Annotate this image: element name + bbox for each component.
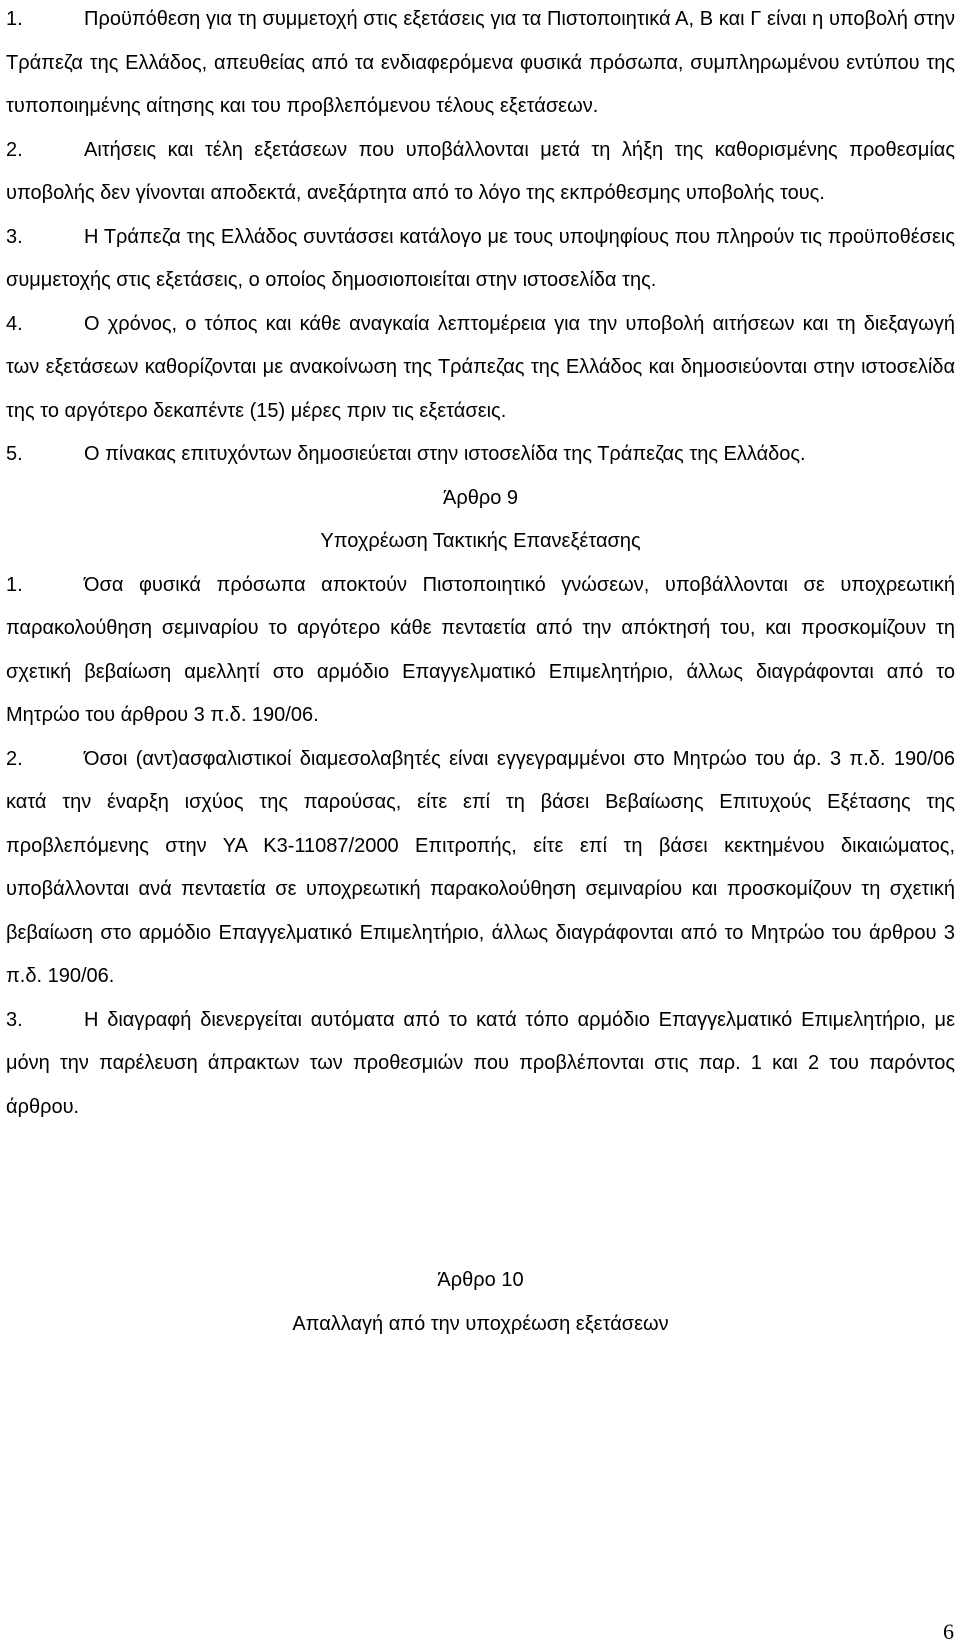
paragraph-text: Όσα φυσικά πρόσωπα αποκτούν Πιστοποιητικό γνώσεων, υποβάλλονται σε υποχρεωτική παρακολούθηση σεμιναρίου το αργότερο κάθε πενταετία από την απόκτησή του, και προσκομίζουν τη σχετική βεβαίωση αμελλητί στο αρμόδιο Επαγγελματικό Επιμελητήριο, άλλως διαγράφονται από το Μητρώο του άρθρου 3 π.δ. 190/06.: [6, 573, 955, 726]
article-9-paragraph-1: [6, 564, 955, 738]
paragraph-number: 5.: [6, 443, 23, 465]
paragraph-number: 2.: [6, 138, 23, 161]
paragraph-text: Η Τράπεζα της Ελλάδος συντάσσει κατάλογο με τους υποψηφίους που πληρούν τις προϋποθέσεις συμμετοχής στις εξετάσεις, ο οποίος δημοσιοποιείται στην ιστοσελίδα της.: [6, 225, 955, 291]
paragraph-number: 2.: [6, 747, 23, 770]
paragraph-number: 1.: [6, 8, 23, 30]
paragraph-number: 3.: [6, 225, 23, 248]
article-9-subtitle: Υποχρέωση Τακτικής Επανεξέτασης: [320, 530, 641, 552]
paragraph-4: [6, 303, 955, 434]
paragraph-text: Ο πίνακας επιτυχόντων δημοσιεύεται στην ιστοσελίδα της Τράπεζας της Ελλάδος.: [84, 443, 806, 465]
paragraph-2: [6, 129, 955, 216]
section-spacer: [6, 1129, 955, 1259]
paragraph-number: 3.: [6, 1008, 23, 1031]
paragraph-3: [6, 216, 955, 303]
article-9-title: Άρθρο 9: [442, 486, 519, 509]
paragraph-text: Προϋπόθεση για τη συμμετοχή στις εξετάσεις για τα Πιστοποιητικά Α, Β και Γ είναι η υποβολή στην Τράπεζα της Ελλάδος, απευθείας από τα ενδιαφερόμενα φυσικά πρόσωπα, συμπληρωμένου εντύπου της τυποποιημένης αίτησης και του προβλεπόμενου τέλους εξετάσεων.: [6, 8, 955, 117]
paragraph-text: Η διαγραφή διενεργείται αυτόματα από το κατά τόπο αρμόδιο Επαγγελματικό Επιμελητήριο, με μόνη την παρέλευση άπρακτων των προθεσμιών που προβλέπονται στις παρ. 1 και 2 του παρόντος άρθρου.: [6, 1008, 955, 1118]
article-10-subtitle: Απαλλαγή από την υποχρέωση εξετάσεων: [292, 1312, 669, 1335]
paragraph-text: Αιτήσεις και τέλη εξετάσεων που υποβάλλονται μετά τη λήξη της καθορισμένης προθεσμίας υποβολής δεν γίνονται αποδεκτά, ανεξάρτητα από το λόγο της εκπρόθεσμης υποβολής τους.: [6, 138, 955, 204]
page-number: 6: [943, 1619, 954, 1644]
paragraph-number: 4.: [6, 312, 23, 335]
article-9-paragraph-2: [6, 738, 955, 999]
paragraph-text: Ο χρόνος, ο τόπος και κάθε αναγκαία λεπτομέρεια για την υποβολή αιτήσεων και τη διεξαγωγή των εξετάσεων καθορίζονται με ανακοίνωση της Τράπεζας της Ελλάδος και δημοσιεύονται στην ιστοσελίδα της το αργότερο δεκαπέντε (15) μέρες πριν τις εξετάσεις.: [6, 312, 955, 422]
article-10-title: Άρθρο 10: [437, 1269, 524, 1291]
paragraph-text: Όσοι (αντ)ασφαλιστικοί διαμεσολαβητές είναι εγγεγραμμένοι στο Μητρώο του άρ. 3 π.δ. 190/06 κατά την έναρξη ισχύος της παρούσας, είτε επί τη βάσει Βεβαίωσης Επιτυχούς Εξέτασης της προβλεπόμενης στην ΥΑ Κ3-11087/2000 Επιτροπής, είτε επί τη βάσει κεκτημένου δικαιώματος, υποβάλλονται ανά πενταετία σε υποχρεωτική παρακολούθηση σεμιναρίου και προσκομίζουν τη σχετική βεβαίωση στο αρμόδιο Επαγγελματικό Επιμελητήριο, άλλως διαγράφονται από το Μητρώο του άρθρου 3 π.δ. 190/06.: [6, 747, 955, 987]
document-page: [6, 0, 955, 1346]
paragraph-5: [6, 433, 955, 477]
paragraph-1: [6, 0, 955, 129]
article-9-paragraph-3: [6, 999, 955, 1130]
paragraph-number: 1.: [6, 573, 23, 596]
